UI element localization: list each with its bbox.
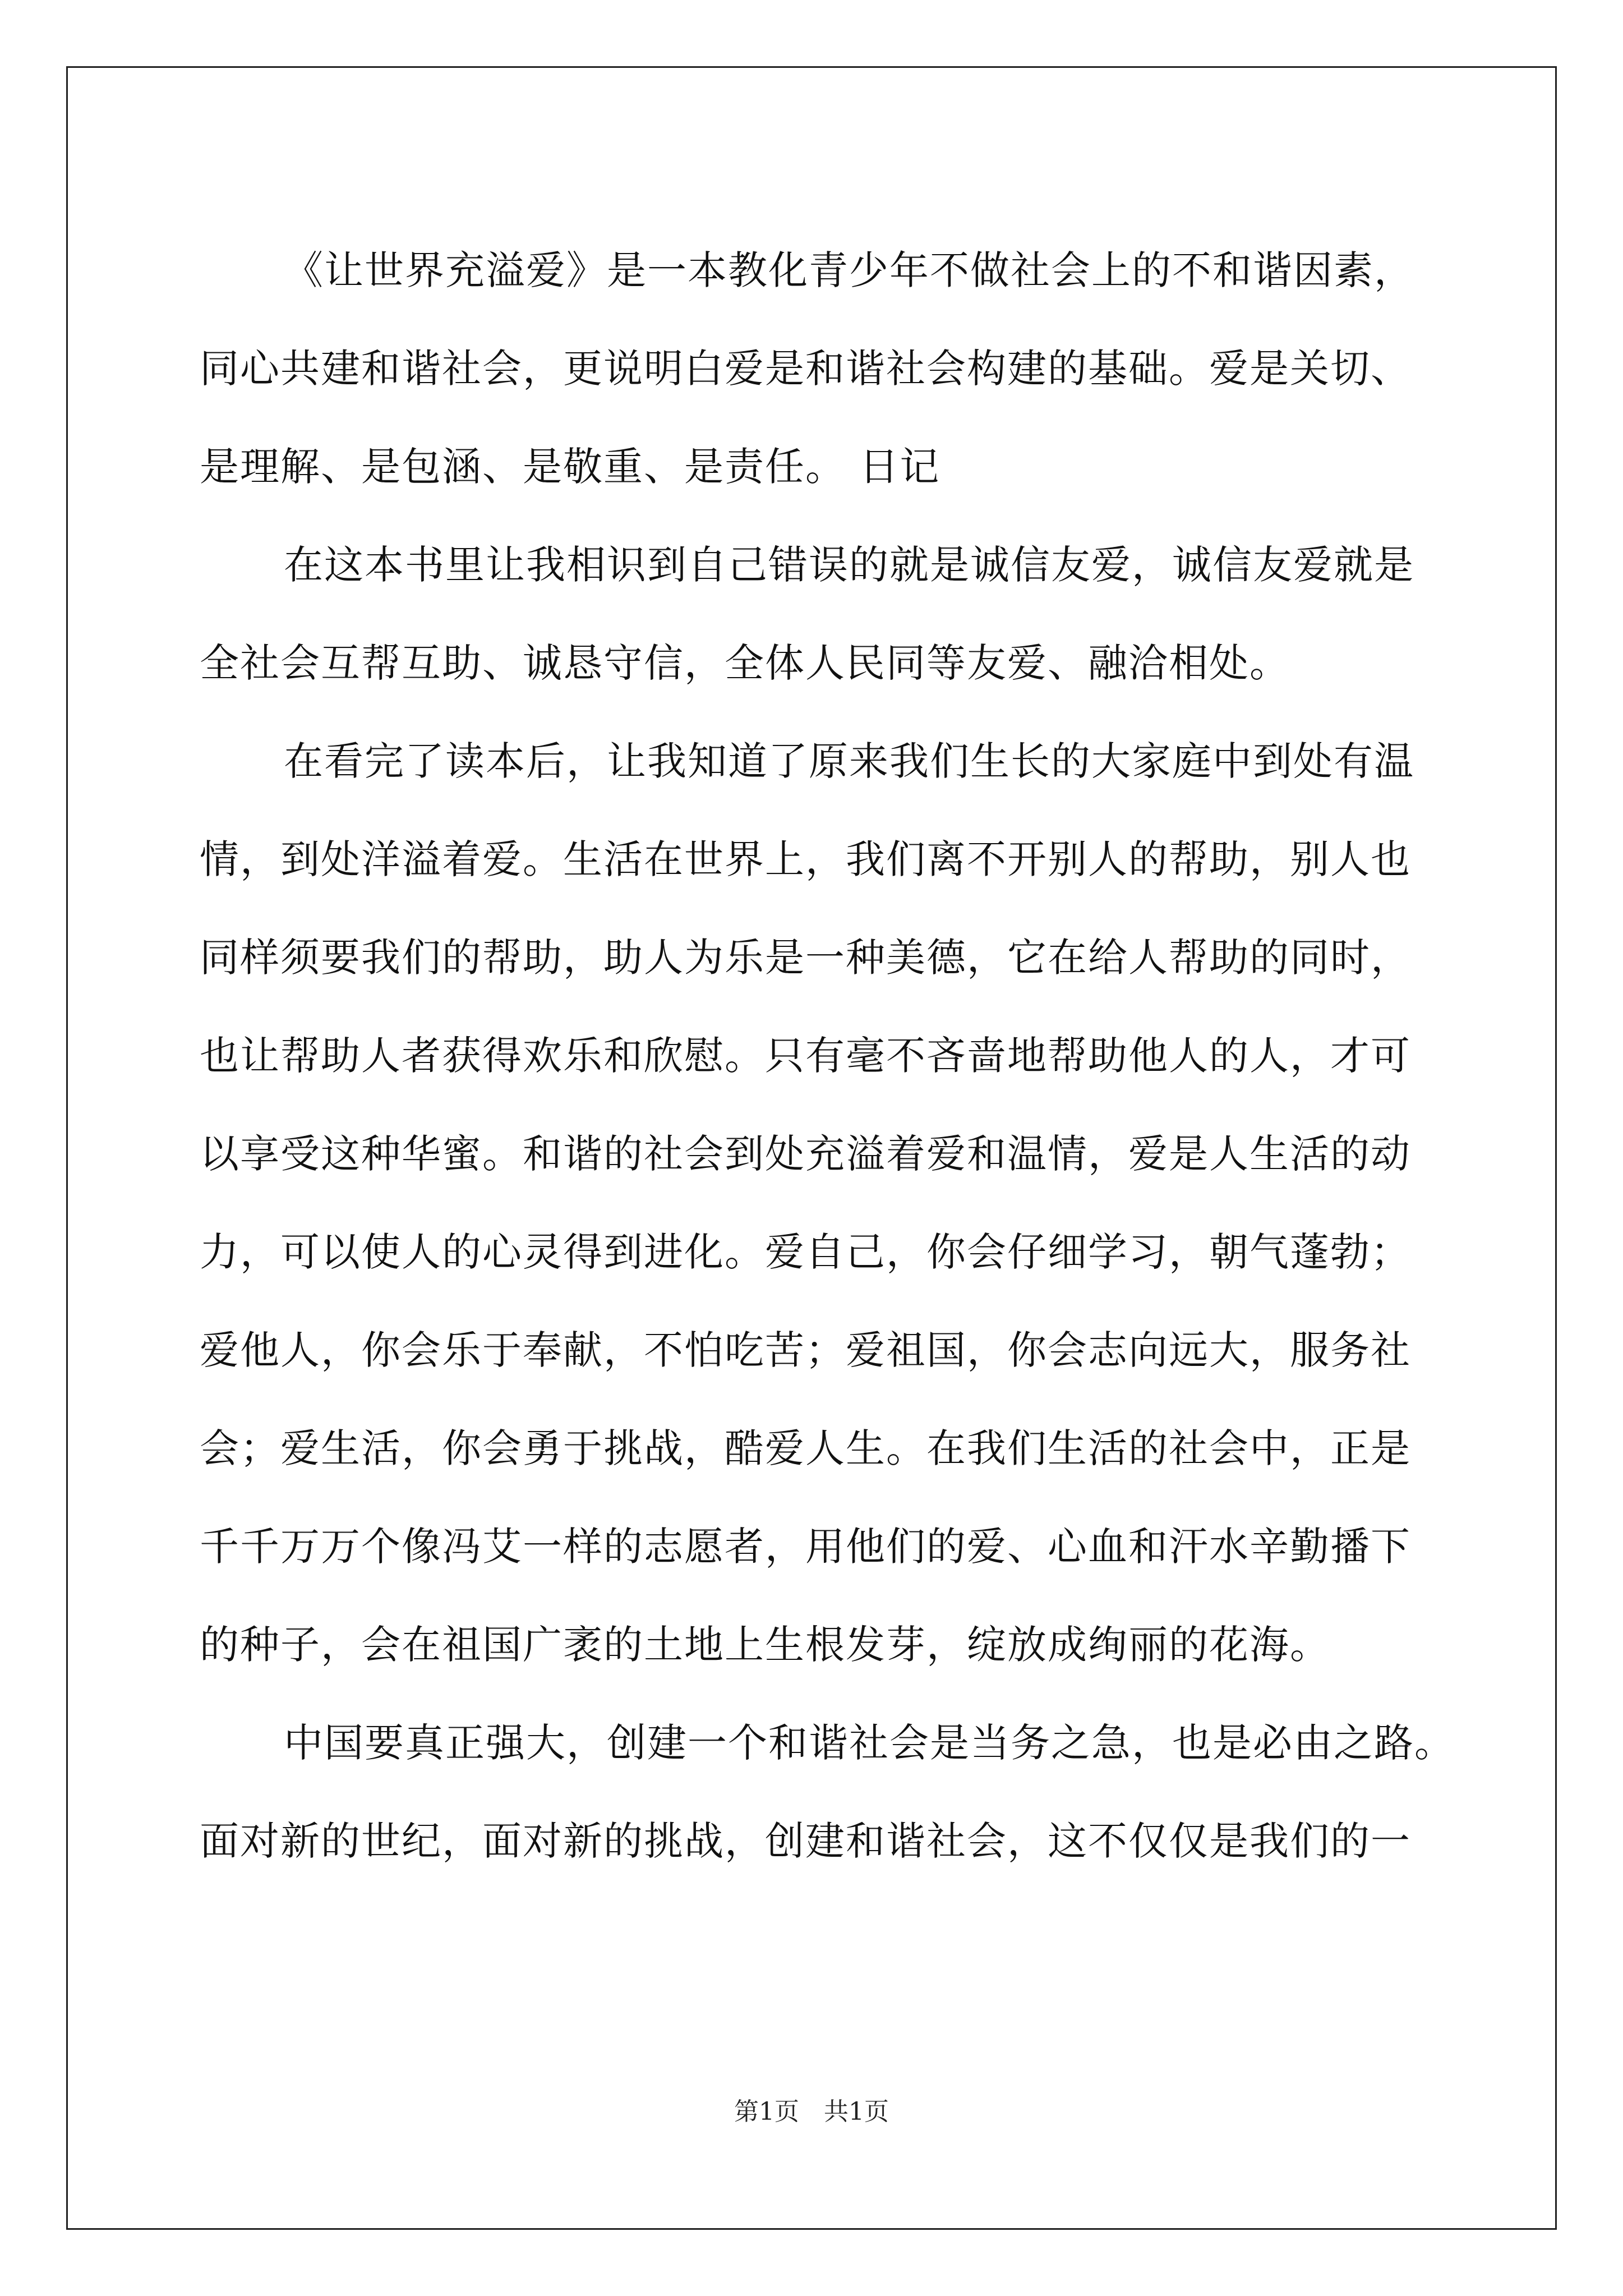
text-line-10: 以享受这种华蜜。和谐的社会到处充溢着爱和温情，爱是人生活的动 [200,1131,1411,1177]
text-line-6: 在看完了读本后，让我知道了原来我们生长的大家庭中到处有温 [284,738,1414,784]
text-line-16: 中国要真正强大，创建一个和谐社会是当务之急，也是必由之路。 [284,1720,1455,1766]
document-body [200,222,1455,1890]
text-line-14: 千千万万个像冯艾一样的志愿者，用他们的爱、心血和汗水辛勤播下 [200,1524,1411,1570]
text-line-5: 全社会互帮互助、诚恳守信，全体人民同等友爱、融洽相处。 [200,640,1290,686]
text-line-15: 的种子，会在祖国广袤的土地上生根发芽，绽放成绚丽的花海。 [200,1622,1330,1668]
text-line-17: 面对新的世纪，面对新的挑战，创建和谐社会，这不仅仅是我们的一 [200,1818,1411,1864]
text-line-2: 同心共建和谐社会，更说明白爱是和谐社会构建的基础。爱是关切、 [200,346,1411,392]
text-line-4: 在这本书里让我相识到自己错误的就是诚信友爱，诚信友爱就是 [284,542,1414,588]
text-line-13: 会；爱生活，你会勇于挑战，酷爱人生。在我们生活的社会中，正是 [200,1425,1411,1471]
text-line-12: 爱他人，你会乐于奉献，不怕吃苦；爱祖国，你会志向远大，服务社 [200,1327,1411,1373]
text-line-8: 同样须要我们的帮助，助人为乐是一种美德，它在给人帮助的同时， [200,935,1411,981]
text-line-11: 力，可以使人的心灵得到进化。爱自己，你会仔细学习，朝气蓬勃； [200,1229,1411,1275]
text-line-7: 情，到处洋溢着爱。生活在世界上，我们离不开别人的帮助，别人也 [200,836,1411,882]
text-line-3: 是理解、是包涵、是敬重、是责任。 日记 [200,444,940,490]
page-footer: 第1页 共1页 [734,2097,889,2126]
text-line-9: 也让帮助人者获得欢乐和欣慰。只有毫不吝啬地帮助他人的人，才可 [200,1033,1411,1079]
text-line-1: 《让世界充溢爱》是一本教化青少年不做社会上的不和谐因素， [284,247,1414,293]
